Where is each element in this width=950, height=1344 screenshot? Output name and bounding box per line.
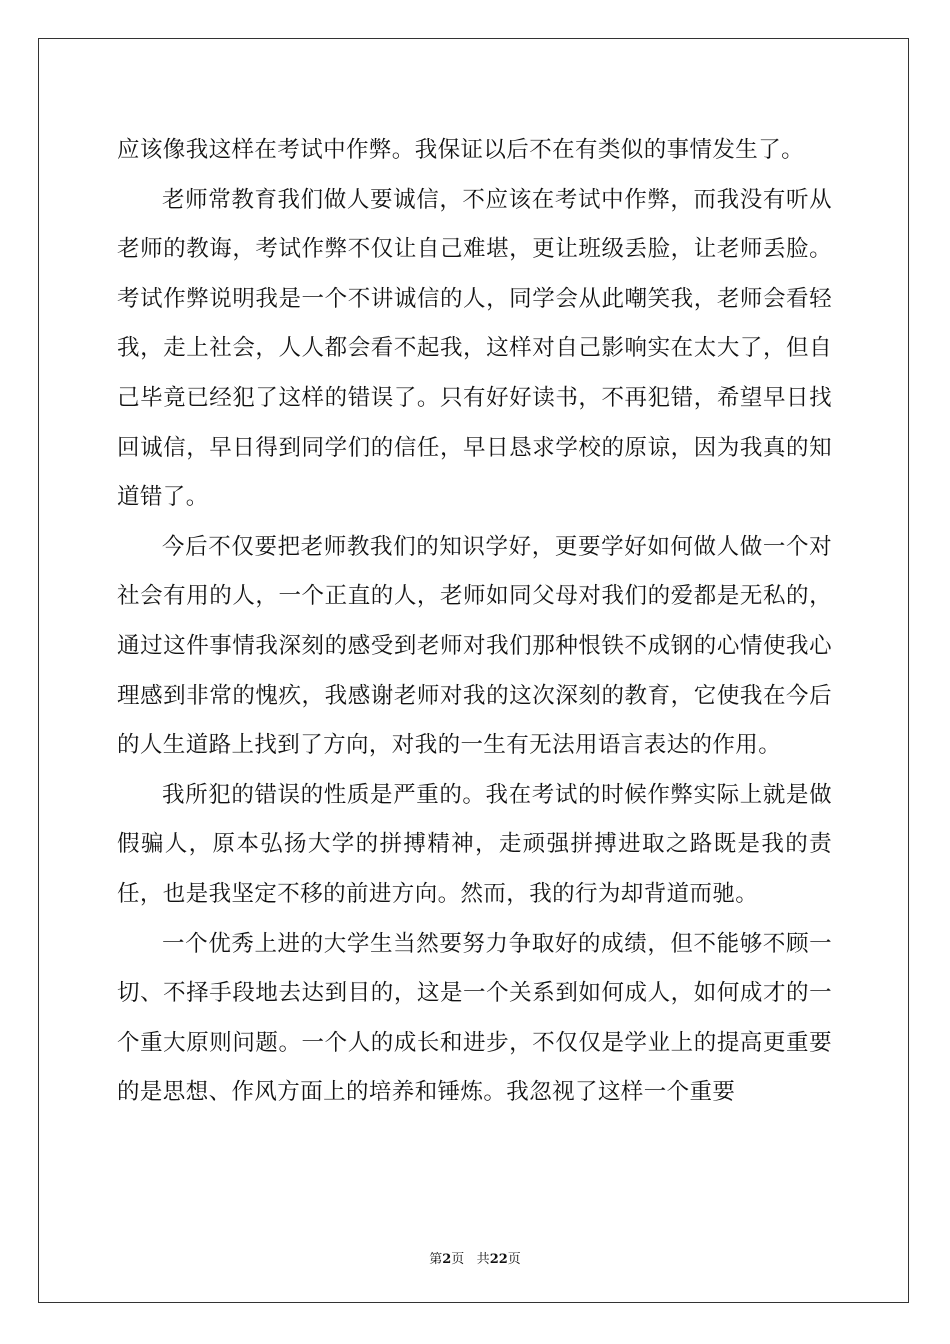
paragraph-2: 老师常教育我们做人要诚信，不应该在考试中作弊，而我没有听从老师的教诲，考试作弊不仅让自己难堪，更让班级丢脸，让老师丢脸。考试作弊说明我是一个不讲诚信的人，同学会从此嘲笑我，老师会看轻我，走上社会，人人都会看不起我，这样对自己影响实在太大了，但自己毕竟已经犯了这样的错误了。只有好好读书，不再犯错，希望早日找回诚信，早日得到同学们的信任，早日恳求学校的原谅，因为我真的知道错了。 [117,186,832,511]
footer-total-pages: 22 [489,1252,508,1267]
footer-page-unit: 页 [451,1252,465,1267]
footer-total-unit: 页 [507,1252,521,1267]
page-footer [0,1248,950,1267]
paragraph-5: 一个优秀上进的大学生当然要努力争取好的成绩，但不能够不顾一切、不择手段地去达到目的，这是一个关系到如何成人，如何成才的一个重大原则问题。一个人的成长和进步，不仅仅是学业上的提高更重要的是思想、作风方面上的培养和锤炼。我忽视了这样一个重要 [117,930,832,1106]
footer-total-prefix: 共 [476,1252,490,1267]
paragraph-4: 我所犯的错误的性质是严重的。我在考试的时候作弊实际上就是做假骗人，原本弘扬大学的拼搏精神，走顽强拼搏进取之路既是我的责任，也是我坚定不移的前进方向。然而，我的行为却背道而驰。 [117,781,832,907]
footer-page-number: 2 [442,1252,452,1267]
footer-page-prefix: 第 [429,1252,443,1267]
paragraph-1: 应该像我这样在考试中作弊。我保证以后不在有类似的事情发生了。 [117,137,805,163]
document-body [117,126,832,1118]
paragraph-3: 今后不仅要把老师教我们的知识学好，更要学好如何做人做一个对社会有用的人，一个正直的人，老师如同父母对我们的爱都是无私的，通过这件事情我深刻的感受到老师对我们那种恨铁不成钢的心情使我心理感到非常的愧疚，我感谢老师对我的这次深刻的教育，它使我在今后的人生道路上找到了方向，对我的一生有无法用语言表达的作用。 [117,533,832,759]
